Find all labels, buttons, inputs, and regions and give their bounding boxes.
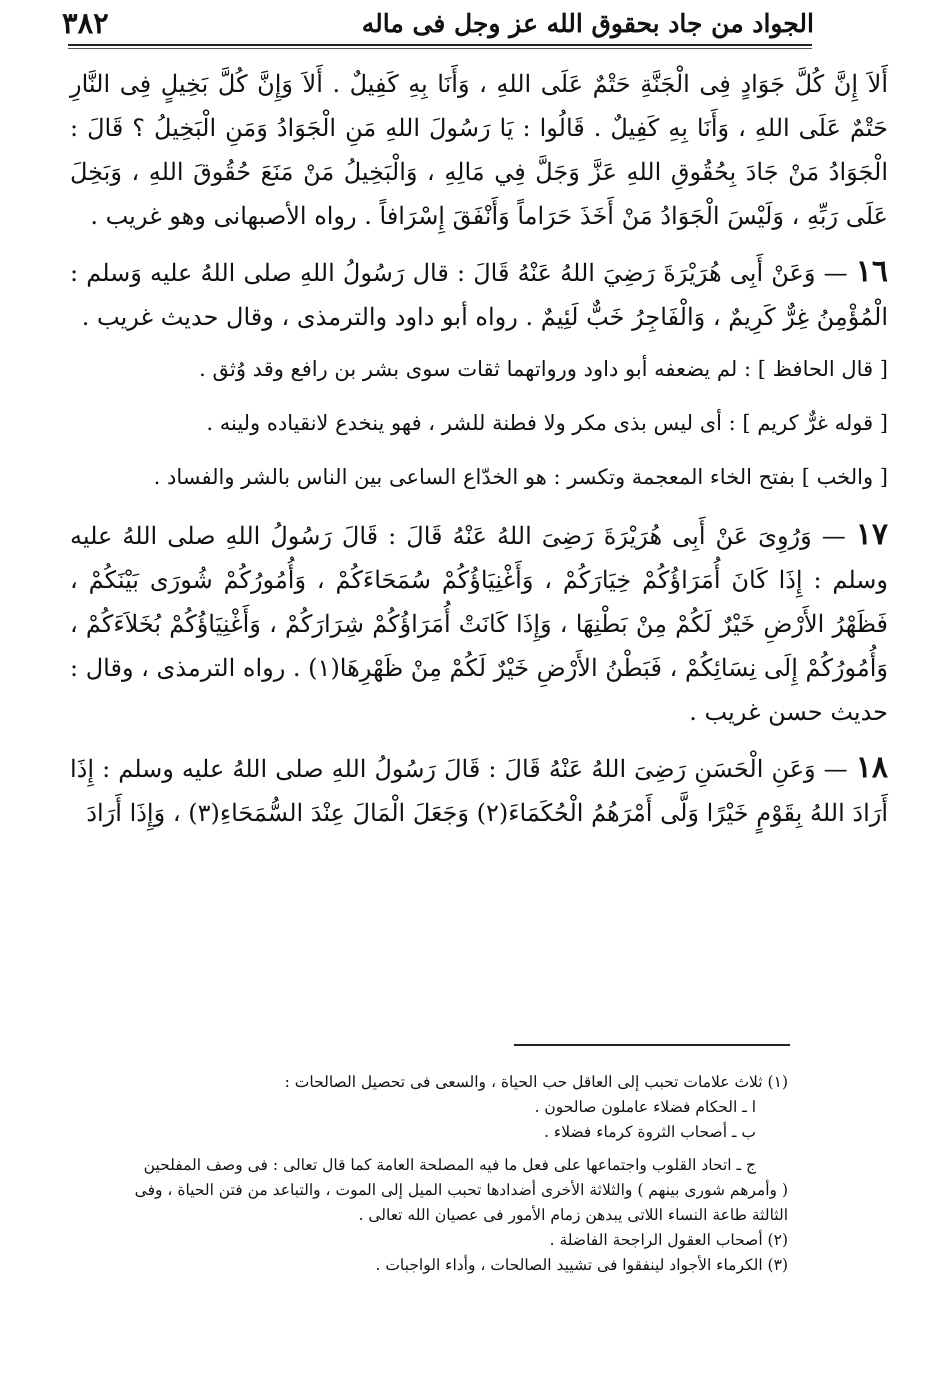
- paragraph-text: — وَعَنِ الْحَسَنِ رَضِىَ اللهُ عَنْهُ قَالَ : قَالَ رَسُولُ اللهِ صلى اللهُ عليه وسلم : إِذَا أَرَادَ اللهُ بِقَوْمٍ خَيْرًا وَلَّى أَمْرَهُمُ الْحُكَمَاءَ(٢) وَجَعَلَ الْمَالَ عِنْدَ السُّمَحَاءِ(٣) ، وَإِذَا أَرَادَ: [70, 755, 888, 827]
- footnote-1-item-c-cont: ( وأمرهم شورى بينهم ) والثلاثة الأخرى أضدادها تحبب الميل إلى الموت ، والتباعد من فتن الحياة ، وفى: [134, 1181, 788, 1199]
- paragraph-hadith-18: [70, 746, 888, 835]
- note-gharr-karim: [70, 405, 888, 441]
- note-khabb: [70, 459, 888, 495]
- paragraph-text: — وَرُوِىَ عَنْ أَبِى هُرَيْرَةَ رَضِىَ اللهُ عَنْهُ قَالَ : قَالَ رَسُولُ اللهِ صلى اللهُ عليه وسلم : إِذَا كَانَ أُمَرَاؤُكُمْ خِيَارَكُمْ ، وَأَغْنِيَاؤُكُمْ سُمَحَاءَكُمْ ، وَأُمُورُكُمْ شُورَى بَيْنَكُمْ ، فَظَهْرُ الأَرْضِ خَيْرٌ لَكُمْ مِنْ بَطْنِهَا ، وَإِذَا كَانَتْ أُمَرَاؤُكُمْ شِرَارَكُمْ ، وَأَغْنِيَاؤُكُمْ بُخَلاَءَكُمْ ، وَأُمُورُكُمْ إِلَى نِسَائِكُمْ ، فَبَطْنُ الأَرْضِ خَيْرٌ لَكُمْ مِنْ ظَهْرِهَا(١) . رواه الترمذى ، وقال : حديث حسن غريب .: [70, 522, 888, 726]
- note-text: [ والخب ] بفتح الخاء المعجمة وتكسر : هو الخدّاع الساعى بين الناس بالشر والفساد .: [153, 465, 888, 489]
- paragraph-text: — وَعَنْ أَبِى هُرَيْرَةَ رَضِيَ اللهُ عَنْهُ قَالَ : قال رَسُولُ اللهِ صلى اللهُ عليه وَسلم : الْمُؤْمِنُ غِرٌّ كَرِيمٌ ، وَالْفَاجِرُ خَبٌّ لَئِيمٌ . رواه أبو داود والترمذى ، وقال حديث غريب .: [70, 259, 888, 331]
- paragraph-hadith-continuation: [70, 62, 888, 238]
- note-text: [ قوله غرٌّ كريم ] : أى ليس بذى مكر ولا فطنة للشر ، فهو ينخدع لانقياده ولينه .: [206, 411, 888, 435]
- footnote-2: (٢) أصحاب العقول الراجحة الفاضلة .: [549, 1231, 788, 1249]
- note-text: [ قال الحافظ ] : لم يضعفه أبو داود ورواتهما ثقات سوى بشر بن رافع وقد وُثق .: [199, 357, 888, 381]
- running-title: الجواد من جاد بحقوق الله عز وجل فى ماله: [361, 8, 814, 38]
- footnote-rule: [514, 1044, 790, 1046]
- header-rule: [68, 44, 812, 46]
- paragraph-hadith-16: [70, 250, 888, 339]
- paragraph-hadith-17: [70, 513, 888, 734]
- hadith-number: ١٨: [855, 750, 888, 785]
- page-header: [62, 0, 814, 46]
- header-rule-thin: [68, 48, 812, 49]
- hadith-number: ١٧: [855, 517, 888, 552]
- footnote-1-item-a: ا ـ الحكام فضلاء عاملون صالحون .: [534, 1098, 756, 1116]
- footnote-1-item-b: ب ـ أصحاب الثروة كرماء فضلاء .: [544, 1123, 756, 1141]
- hadith-number: ١٦: [855, 254, 888, 289]
- page-body: [70, 62, 888, 847]
- paragraph-text: أَلاَ إِنَّ كُلَّ جَوَادٍ فِى الْجَنَّةِ حَتْمٌ عَلَى اللهِ ، وَأَنَا بِهِ كَفِيلٌ . أَلاَ وَإِنَّ كُلَّ بَخِيلٍ فِى النَّارِ حَتْمٌ عَلَى اللهِ ، وَأَنَا بِهِ كَفِيلٌ . قَالُوا : يَا رَسُولَ اللهِ مَنِ الْجَوَادُ وَمَنِ الْبَخِيلُ ؟ قَالَ : الْجَوَادُ مَنْ جَادَ بِحُقُوقِ اللهِ عَزَّ وَجَلَّ فِي مَالِهِ ، وَالْبَخِيلُ مَنْ مَنَعَ حُقُوقَ اللهِ ، وَبَخِلَ عَلَى رَبِّهِ ، وَلَيْسَ الْجَوَادُ مَنْ أَخَذَ حَرَاماً وَأَنْفَقَ إِسْرَافاً . رواه الأصبهانى وهو غريب .: [70, 70, 888, 230]
- footnote-1-item-c-cont: الثالثة طاعة النساء اللاتى يبدهن زمام الأمور فى عصيان الله تعالى .: [358, 1206, 788, 1224]
- note-hafiz: [70, 351, 888, 387]
- footnotes: [72, 1070, 788, 1278]
- page-number: ٣٨٢: [62, 6, 109, 40]
- footnote-1-item-c: ج ـ اتحاد القلوب واجتماعها على فعل ما فيه المصلحة العامة كما قال تعالى : فى وصف المفلحين: [143, 1156, 756, 1174]
- footnote-3: (٣) الكرماء الأجواد لينفقوا فى تشييد الصالحات ، وأداء الواجبات .: [375, 1256, 788, 1274]
- footnote-1-intro: (١) ثلاث علامات تحبب إلى العاقل حب الحياة ، والسعى فى تحصيل الصالحات :: [284, 1073, 788, 1091]
